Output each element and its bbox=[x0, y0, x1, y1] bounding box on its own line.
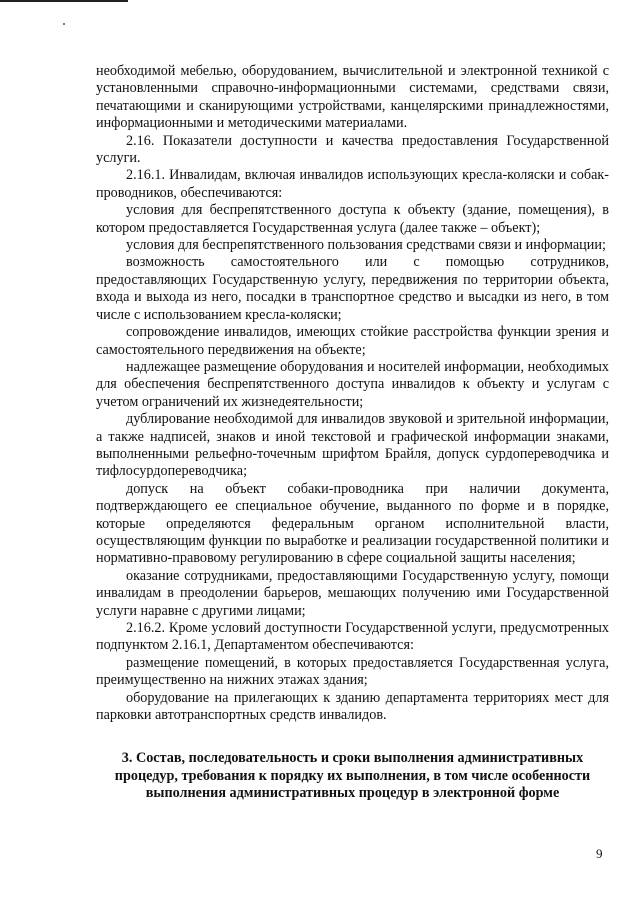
paragraph-escort: сопровождение инвалидов, имеющих стойкие расстройства функции зрения и самостоятельного передвижения на объекте; bbox=[96, 324, 609, 358]
page-number: 9 bbox=[596, 846, 603, 861]
section-3-heading: 3. Состав, последовательность и сроки выполнения административных процедур, требования к порядку их выполнения, в том числе особенности выполнения административных процедур в электронной форме bbox=[114, 750, 591, 802]
paragraph-access-conditions: условия для беспрепятственного доступа к объекту (здание, помещения), в котором предоставляется Государственная услуга (далее также – объект); bbox=[96, 202, 609, 236]
scan-edge-line bbox=[0, 0, 128, 2]
paragraph-2-16: 2.16. Показатели доступности и качества предоставления Государственной услуги. bbox=[96, 132, 609, 167]
paragraph-braille-duplication: дублирование необходимой для инвалидов звуковой и зрительной информации, а также надписей, знаков и иной текстовой и графической информации знаками, выполненными рельефно-точечным шрифтом Брайля, допуск сурдопереводчика и тифлосурдопереводчика; bbox=[96, 411, 609, 480]
paragraph-movement-possibility: возможность самостоятельного или с помощью сотрудников, предоставляющих Государственную услугу, передвижения по территории объекта, входа и выхода из него, посадки в транспортное средство и высадки из него, в том числе с использованием кресла-коляски; bbox=[96, 254, 609, 323]
paragraph-lower-floors: размещение помещений, в которых предоставляется Государственная услуга, преимущественно на нижних этажах здания; bbox=[96, 654, 609, 689]
paragraph-staff-assistance: оказание сотрудниками, предоставляющими Государственную услугу, помощи инвалидам в преодолении барьеров, мешающих получению ими Государственной услуги наравне с другими лицами; bbox=[96, 567, 609, 619]
scan-speck bbox=[63, 23, 65, 25]
paragraph-communication-conditions: условия для беспрепятственного пользования средствами связи и информации; bbox=[126, 237, 606, 254]
paragraph-parking: оборудование на прилегающих к зданию департамента территориях мест для парковки автотранспортных средств инвалидов. bbox=[96, 689, 609, 724]
paragraph-equipment-placement: надлежащее размещение оборудования и носителей информации, необходимых для обеспечения беспрепятственного доступа инвалидов к объекту и услугам с учетом ограничений их жизнедеятельности; bbox=[96, 358, 609, 410]
document-body bbox=[96, 63, 609, 803]
paragraph-furniture-equipment: необходимой мебелью, оборудованием, вычислительной и электронной техникой с установленными справочно-информационными системами, средствами связи, печатающими и сканирующими устройствами, канцелярскими принадлежностями, информационными и методическими материалами. bbox=[96, 63, 609, 132]
paragraph-guide-dog: допуск на объект собаки-проводника при наличии документа, подтверждающего ее специальное обучение, выданного по форме и в порядке, которые определяются федеральным органом исполнительной власти, осуществляющим функции по выработке и реализации государственной политики и нормативно-правовому регулированию в сфере социальной защиты населения; bbox=[96, 480, 609, 567]
paragraph-2-16-2: 2.16.2. Кроме условий доступности Государственной услуги, предусмотренных подпунктом 2.16.1, Департаментом обеспечиваются: bbox=[96, 620, 609, 654]
paragraph-2-16-1: 2.16.1. Инвалидам, включая инвалидов использующих кресла-коляски и собак-проводников, обеспечиваются: bbox=[96, 167, 609, 201]
